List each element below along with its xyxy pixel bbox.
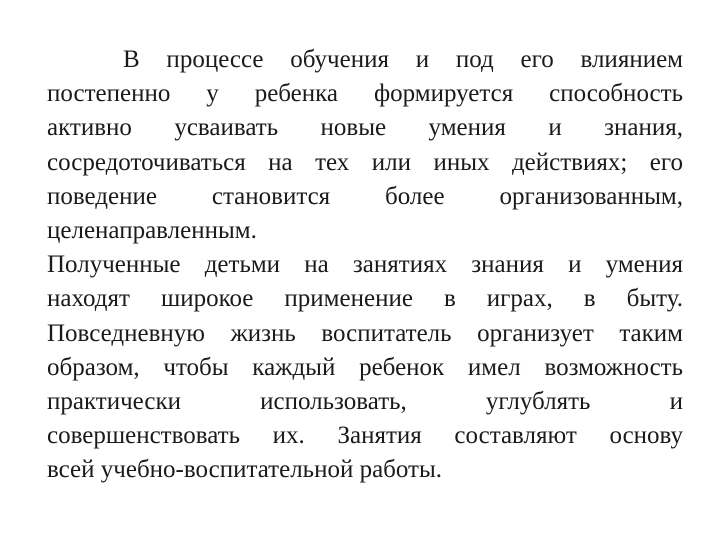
text-line: всей учебно-воспитательной работы. <box>47 456 443 484</box>
text-line: образом, чтобы каждый ребенок имел возможность <box>47 353 683 381</box>
text-line: постепенно у ребенка формируется способность <box>47 80 683 108</box>
text-line: совершенствовать их. Занятия составляют основу <box>47 422 683 450</box>
text-line: Полученные детьми на занятиях знания и умения <box>47 251 683 279</box>
text-line: целенаправленным. <box>47 216 257 244</box>
text-line: Повседневную жизнь воспитатель организует таким <box>47 319 683 347</box>
text-line: сосредоточиваться на тех или иных действиях; его <box>47 148 683 176</box>
text-line: В процессе обучения и под его влиянием <box>123 46 683 73</box>
text-line: активно усваивать новые умения и знания, <box>47 114 683 142</box>
text-line: практически использовать, углублять и <box>47 387 683 415</box>
text-line: находят широкое применение в играх, в быту. <box>47 285 683 313</box>
text-line: поведение становится более организованным, <box>47 182 683 210</box>
slide-body <box>47 43 683 487</box>
paragraph-1 <box>47 43 683 248</box>
paragraph-2 <box>47 248 683 487</box>
